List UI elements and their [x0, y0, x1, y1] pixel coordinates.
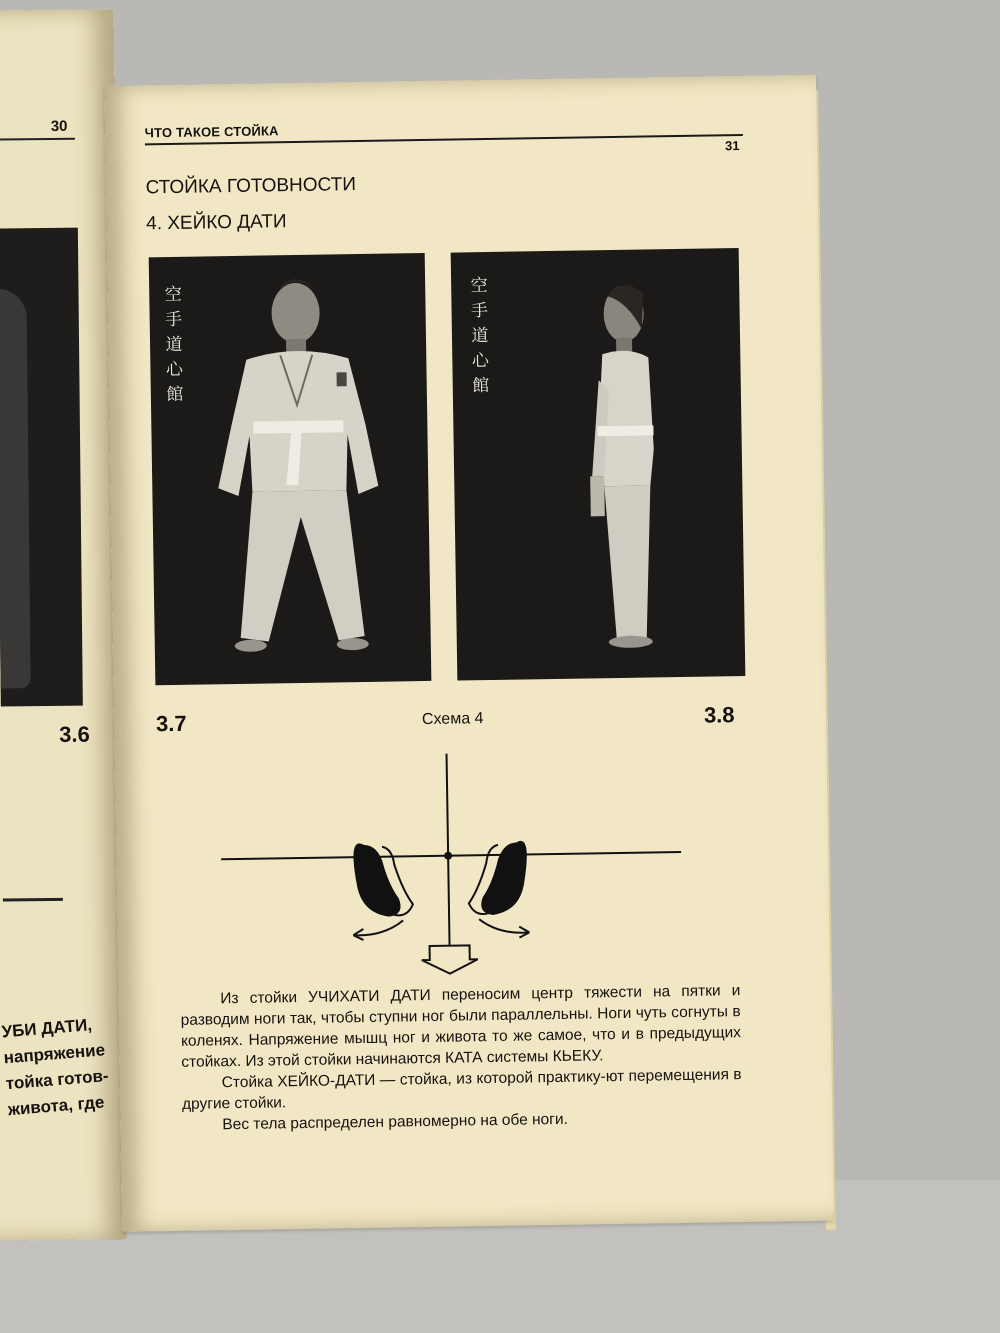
left-figure-label: 3.6 [59, 721, 90, 747]
figure-label-3-7: 3.7 [155, 710, 187, 737]
left-page-photo [0, 228, 83, 707]
photo-front-view [149, 253, 432, 685]
left-rotation-arrow-icon [353, 920, 403, 935]
left-divider [3, 898, 63, 902]
scheme-label: Схема 4 [421, 710, 484, 729]
down-arrow-icon [422, 945, 478, 974]
left-page-number: 30 [50, 117, 68, 135]
subsection-title: 4. ХЕЙКО ДАТИ [146, 211, 287, 235]
body-text [180, 980, 742, 1136]
figure-label-3-8: 3.8 [703, 702, 735, 728]
karateka-front-figure [149, 253, 432, 685]
left-text-line: живота, где [7, 1092, 105, 1120]
section-title: СТОЙКА ГОТОВНОСТИ [145, 174, 357, 199]
left-text-line: тойка готов- [5, 1066, 110, 1094]
right-foot-icon [480, 841, 527, 915]
stance-scheme-diagram [214, 732, 688, 979]
photo-side-view [451, 248, 746, 680]
left-header-rule [0, 138, 75, 141]
running-header-title: ЧТО ТАКОЕ СТОЙКА [144, 123, 279, 141]
photo-caption-chars: 空手道心館 [470, 275, 490, 397]
left-foot-icon [353, 843, 400, 917]
running-header [144, 114, 745, 154]
left-page-text [1, 1011, 119, 1123]
karateka-side-figure [451, 248, 746, 680]
right-page [104, 75, 834, 1232]
right-rotation-arrow-icon [479, 918, 529, 933]
left-text-line: УБИ ДАТИ, [0, 1015, 93, 1042]
paragraph: Вес тела распределен равномерно на обе ноги. [222, 1110, 568, 1134]
photo-caption-chars: 空手道心館 [164, 284, 184, 406]
paragraph: Стойка ХЕЙКО-ДАТИ — стойка, из которой практику-ют перемещения в другие стойки. [181, 1066, 742, 1113]
left-text-line: напряжение [2, 1040, 106, 1068]
page-number: 31 [724, 138, 740, 154]
center-point [444, 852, 452, 860]
paragraph: Из стойки УЧИХАТИ ДАТИ переносим центр тяжести на пятки и разводим ноги так, чтобы ступни ног были параллельны. Ноги чуть согнуты в коленях. Напряжение мышц ног и живота то же самое, что и в предыдущих стойках. Из этой стойки начинаются КАТА системы КЬЕКУ. [180, 982, 742, 1071]
